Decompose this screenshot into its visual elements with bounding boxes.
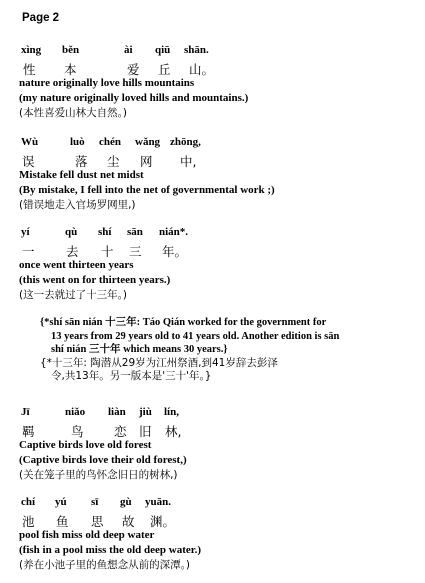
gloss-line: pool fish miss old deep water — [19, 529, 155, 541]
stanza-1 — [19, 44, 419, 121]
pinyin-line — [19, 226, 419, 242]
pinyin-word: sān — [127, 226, 143, 238]
pinyin-line — [19, 136, 419, 152]
hanzi-char: 尘 — [107, 154, 120, 169]
gloss-line: nature originally love hills mountains — [19, 77, 195, 89]
hanzi-char: 故 — [122, 514, 135, 529]
hanzi-char: 鸟 — [71, 424, 84, 439]
pinyin-word: qiū — [155, 44, 171, 56]
chinese-translation: (本性喜爱山林大自然。) — [19, 107, 127, 119]
footnote-line: {*shí sān nián 十三年: Táo Qián worked for the government for — [40, 317, 327, 328]
hanzi-line — [19, 152, 419, 168]
footnote-line-chinese: 令,共13年。另一版本是'三十'年。} — [51, 370, 212, 382]
pinyin-word: wǎng — [135, 136, 161, 148]
stanza-3 — [19, 226, 419, 303]
pinyin-word: jiù — [139, 406, 152, 418]
pinyin-word: shí — [98, 226, 112, 238]
hanzi-char: 爱 — [127, 62, 140, 77]
hanzi-line — [19, 242, 419, 258]
hanzi-char: 恋 — [114, 424, 127, 439]
pinyin-word: chí — [21, 496, 36, 508]
english-translation: (Captive birds love their old forest,) — [19, 454, 187, 466]
footnote-line: 13 years from 29 years old to 41 years old. Another edition is sān — [51, 330, 340, 342]
hanzi-char: 十 — [101, 244, 114, 259]
pinyin-word: shān. — [184, 44, 209, 56]
pinyin-word: Wù — [21, 136, 39, 148]
hanzi-char: 丘 — [158, 62, 171, 77]
english-translation: (my nature originally loved hills and mountains.) — [19, 92, 249, 104]
pinyin-line — [19, 496, 419, 512]
hanzi-char: 渊。 — [150, 514, 176, 529]
hanzi-char: 落 — [75, 154, 88, 169]
chinese-translation: (这一去就过了十三年。) — [19, 289, 127, 301]
hanzi-line — [19, 60, 419, 76]
chinese-translation: (关在笼子里的鸟怀念旧日的树林,) — [19, 469, 178, 481]
pinyin-word: luò — [70, 136, 85, 148]
pinyin-word: gù — [120, 496, 132, 508]
pinyin-word: sī — [91, 496, 99, 508]
stanza-2 — [19, 136, 419, 213]
pinyin-word: yí — [21, 226, 30, 238]
pinyin-word: qù — [65, 226, 78, 238]
stanza-5 — [19, 496, 419, 573]
hanzi-char: 去 — [66, 244, 79, 259]
pinyin-line — [19, 44, 419, 60]
pinyin-word: nián*. — [159, 226, 189, 238]
hanzi-char: 性 — [23, 62, 36, 77]
hanzi-char: 中, — [180, 154, 197, 169]
hanzi-char: 旧 — [139, 424, 152, 439]
stanza-4 — [19, 406, 419, 483]
pinyin-word: liàn — [108, 406, 126, 418]
hanzi-char: 网 — [140, 154, 153, 169]
hanzi-char: 思 — [91, 514, 104, 529]
hanzi-char: 山。 — [189, 62, 215, 77]
hanzi-char: 误 — [22, 154, 35, 169]
pinyin-word: chén — [99, 136, 121, 148]
gloss-line: Mistake fell dust net midst — [19, 169, 144, 181]
hanzi-char: 本 — [64, 62, 77, 77]
pinyin-word: niǎo — [65, 406, 86, 418]
pinyin-word: zhōng, — [170, 136, 201, 148]
pinyin-word: yuān. — [145, 496, 171, 508]
pinyin-word: ài — [124, 44, 133, 56]
footnote — [40, 316, 415, 384]
footnote-line-chinese: {*十三年: 陶潜从29岁为江州祭酒,到41岁辞去彭泽 — [40, 356, 278, 369]
pinyin-word: běn — [62, 44, 80, 56]
hanzi-char: 鱼 — [56, 514, 69, 529]
hanzi-char: 羁 — [22, 424, 35, 439]
hanzi-char: 年。 — [162, 244, 188, 259]
hanzi-line — [19, 422, 419, 438]
pinyin-word: Jī — [21, 406, 30, 418]
english-translation: (By mistake, I fell into the net of governmental work ;) — [19, 184, 275, 196]
gloss-line: once went thirteen years — [19, 259, 134, 271]
pinyin-word: lín, — [164, 406, 179, 418]
chinese-translation: (养在小池子里的鱼想念从前的深潭。) — [19, 559, 190, 571]
gloss-line: Captive birds love old forest — [19, 439, 152, 451]
pinyin-line — [19, 406, 419, 422]
hanzi-char: 三 — [129, 244, 142, 259]
hanzi-line — [19, 512, 419, 528]
pinyin-word: xìng — [21, 44, 42, 56]
chinese-translation: (错误地走入官场罗网里,) — [19, 199, 136, 211]
hanzi-char: 一 — [22, 244, 35, 259]
english-translation: (this went on for thirteen years.) — [19, 274, 171, 286]
pinyin-word: yú — [55, 496, 67, 508]
footnote-line: shí nián 三十年 which means 30 years.} — [51, 344, 228, 355]
page-number-label: Page 2 — [22, 12, 60, 24]
hanzi-char: 池 — [22, 514, 35, 529]
english-translation: (fish in a pool miss the old deep water.) — [19, 544, 202, 556]
hanzi-char: 林, — [165, 424, 182, 439]
